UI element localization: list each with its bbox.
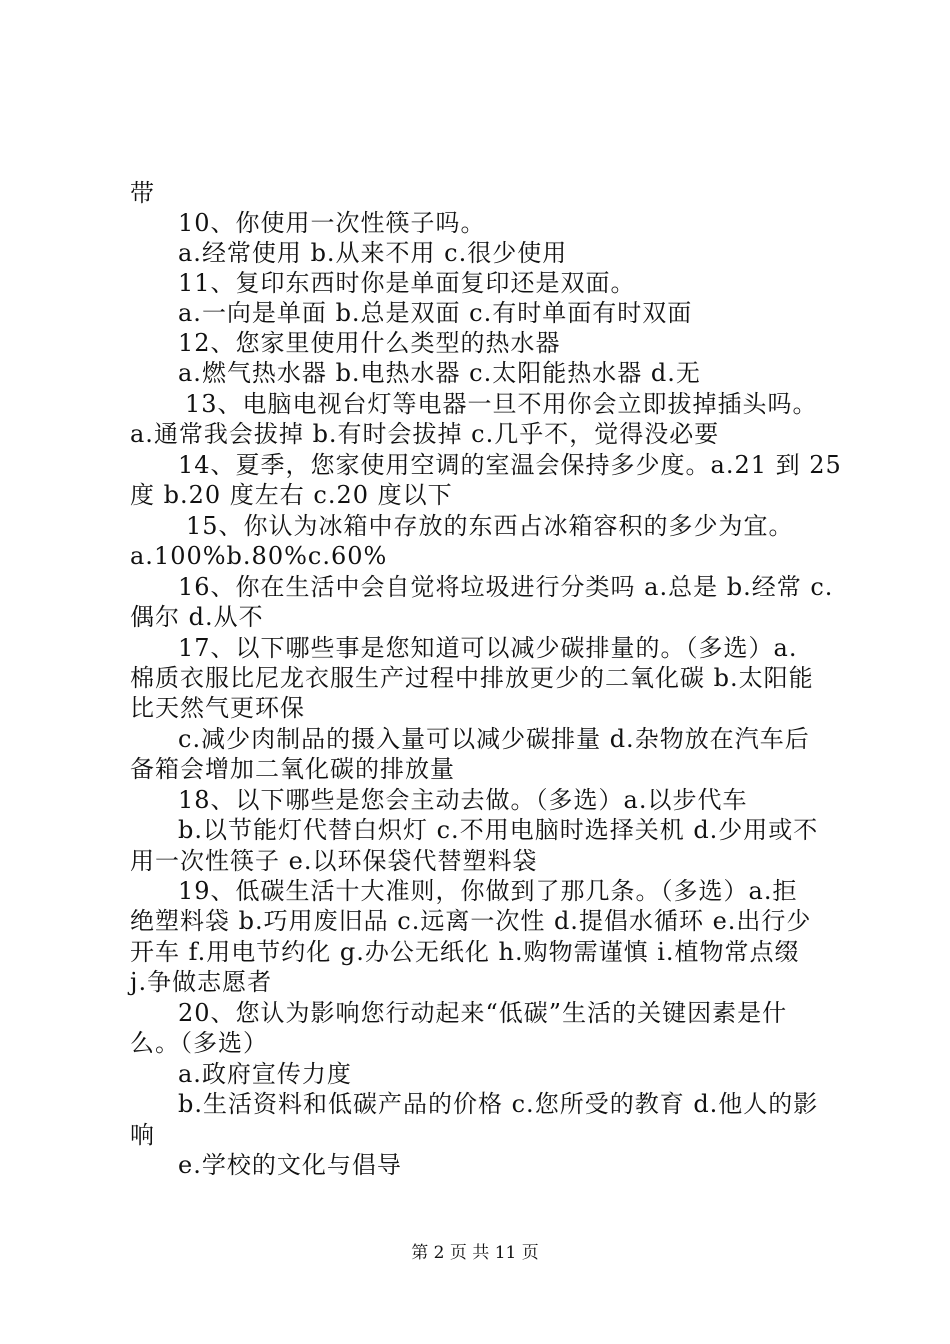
text-line: a.燃气热水器 b.电热水器 c.太阳能热水器 d.无 — [178, 359, 701, 387]
text-line: a.一向是单面 b.总是双面 c.有时单面有时双面 — [178, 299, 693, 327]
text-line: a.政府宣传力度 — [178, 1060, 352, 1088]
text-line: b.以节能灯代替白炽灯 c.不用电脑时选择关机 d.少用或不 — [178, 816, 819, 844]
text-line: 响 — [130, 1121, 155, 1149]
text-line: b.生活资料和低碳产品的价格 c.您所受的教育 d.他人的影 — [178, 1090, 819, 1118]
text-line: 比天然气更环保 — [130, 694, 305, 722]
text-line: 么。（多选） — [130, 1029, 268, 1057]
text-line: 15、你认为冰箱中存放的东西占冰箱容积的多少为宜。 — [186, 512, 794, 540]
text-line: a.通常我会拔掉 b.有时会拔掉 c.几乎不，觉得没必要 — [130, 420, 720, 448]
text-line: j.争做志愿者 — [130, 968, 273, 996]
text-line: a.100%b.80%c.60% — [130, 542, 388, 570]
text-line: 偶尔 d.从不 — [130, 603, 264, 631]
text-line: 17、以下哪些事是您知道可以减少碳排量的。（多选）a. — [178, 634, 798, 662]
text-line: 18、以下哪些是您会主动去做。（多选）a.以步代车 — [178, 786, 748, 814]
text-line: 度 b.20 度左右 c.20 度以下 — [130, 481, 453, 509]
page-footer: 第 2 页 共 11 页 — [411, 1243, 539, 1263]
text-line: 12、您家里使用什么类型的热水器 — [178, 329, 561, 357]
text-line: 13、电脑电视台灯等电器一旦不用你会立即拔掉插头吗。 — [185, 390, 818, 418]
text-line: 19、低碳生活十大准则，你做到了那几条。（多选）a.拒 — [178, 877, 798, 905]
text-line: e.学校的文化与倡导 — [178, 1151, 402, 1179]
text-line: c.减少肉制品的摄入量可以减少碳排量 d.杂物放在汽车后 — [178, 725, 810, 753]
text-line: 20、您认为影响您行动起来“低碳”生活的关键因素是什 — [178, 999, 788, 1027]
text-line: 带 — [130, 179, 155, 207]
text-line: 11、复印东西时你是单面复印还是双面。 — [178, 269, 636, 297]
text-line: 10、你使用一次性筷子吗。 — [178, 209, 486, 237]
text-line: a.经常使用 b.从来不用 c.很少使用 — [178, 239, 568, 267]
text-line: 绝塑料袋 b.巧用废旧品 c.远离一次性 d.提倡水循环 e.出行少 — [130, 907, 812, 935]
text-line: 16、你在生活中会自觉将垃圾进行分类吗 a.总是 b.经常 c. — [178, 573, 834, 601]
text-line: 14、夏季，您家使用空调的室温会保持多少度。a.21 到 25 — [178, 451, 842, 479]
text-line: 备箱会增加二氧化碳的排放量 — [130, 755, 455, 783]
text-line: 开车 f.用电节约化 g.办公无纸化 h.购物需谨慎 i.植物常点缀 — [130, 938, 800, 966]
text-line: 用一次性筷子 e.以环保袋代替塑料袋 — [130, 847, 538, 875]
text-line: 棉质衣服比尼龙衣服生产过程中排放更少的二氧化碳 b.太阳能 — [130, 664, 814, 692]
